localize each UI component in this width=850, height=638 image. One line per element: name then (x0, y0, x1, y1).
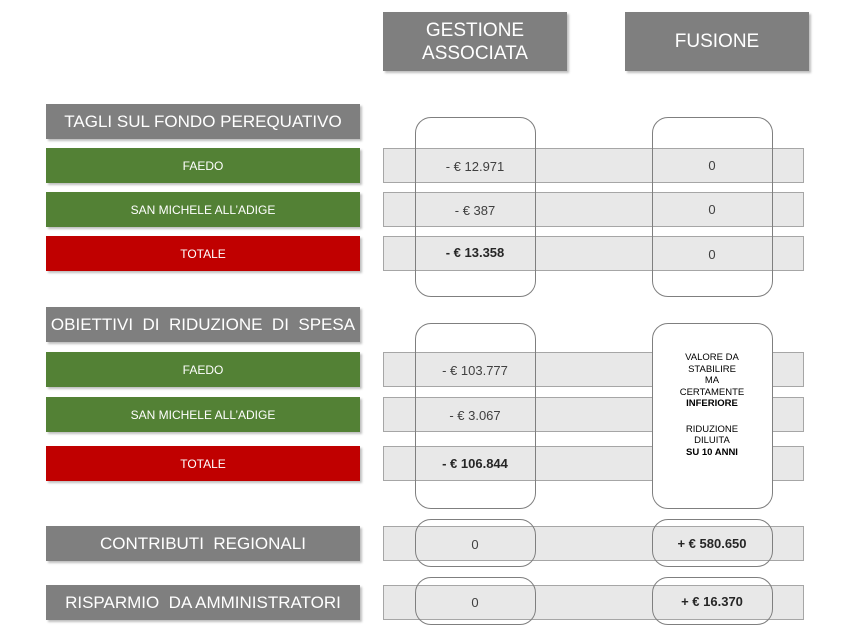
header-gestione-line1: GESTIONE (425, 19, 525, 41)
row-label-tagli-faedo (46, 148, 360, 183)
header-fusione-label: FUSIONE (674, 31, 760, 52)
value-fusione-tagli-sanmichele: 0 (708, 202, 716, 217)
value-fusione-tagli-totale: 0 (708, 247, 716, 262)
section-contributi-title-text: CONTRIBUTI REGIONALI (100, 533, 306, 553)
note-line: MA (704, 375, 720, 386)
section-tagli-title (46, 104, 360, 139)
value-gestione-obiettivi-sanmichele: - € 3.067 (449, 408, 501, 423)
row-label-tagli-totale (46, 236, 360, 271)
header-fusione (625, 12, 809, 71)
note-line: RIDUZIONE (685, 423, 739, 435)
header-gestione-line2: ASSOCIATA (422, 42, 528, 64)
note-line: VALORE DA (685, 352, 739, 363)
row-label-tagli-sanmichele (46, 192, 360, 227)
section-obiettivi-title-text: OBIETTIVI DI RIDUZIONE DI SPESA (50, 314, 356, 334)
row-label-text: SAN MICHELE ALL’ADIGE (130, 202, 276, 217)
value-gestione-tagli-faedo: - € 12.971 (445, 159, 505, 174)
note-line: STABILIRE (688, 363, 736, 375)
fusione-obiettivi-note (652, 352, 772, 458)
header-gestione-associata (383, 12, 567, 71)
note-line: DILUITA (694, 435, 730, 446)
value-gestione-contributi: 0 (471, 537, 479, 552)
row-label-obiettivi-totale (46, 446, 360, 481)
value-gestione-tagli-totale: - € 13.358 (445, 245, 505, 260)
note-line-bold: INFERIORE (686, 398, 738, 409)
value-gestione-obiettivi-totale: - € 106.844 (442, 456, 508, 471)
row-label-text: TOTALE (180, 456, 226, 471)
row-label-text: TOTALE (180, 246, 226, 261)
value-gestione-risparmio: 0 (471, 595, 479, 610)
row-label-text: FAEDO (182, 362, 224, 377)
section-obiettivi-title (46, 307, 360, 342)
value-fusione-contributi: + € 580.650 (677, 536, 747, 551)
value-gestione-tagli-sanmichele: - € 387 (454, 203, 496, 218)
note-line: CERTAMENTE (679, 386, 745, 398)
section-tagli-title-text: TAGLI SUL FONDO PEREQUATIVO (64, 111, 342, 131)
section-risparmio-title (46, 585, 360, 620)
row-label-text: FAEDO (182, 158, 224, 173)
value-gestione-obiettivi-faedo: - € 103.777 (442, 363, 508, 378)
row-label-obiettivi-sanmichele (46, 397, 360, 432)
section-risparmio-title-text: RISPARMIO DA AMMINISTRATORI (65, 592, 341, 612)
value-fusione-risparmio: + € 16.370 (681, 594, 743, 609)
value-fusione-tagli-faedo: 0 (708, 158, 716, 173)
row-label-text: SAN MICHELE ALL’ADIGE (130, 407, 276, 422)
section-contributi-title (46, 526, 360, 561)
note-line-bold: SU 10 ANNI (686, 446, 738, 458)
row-label-obiettivi-faedo (46, 352, 360, 387)
